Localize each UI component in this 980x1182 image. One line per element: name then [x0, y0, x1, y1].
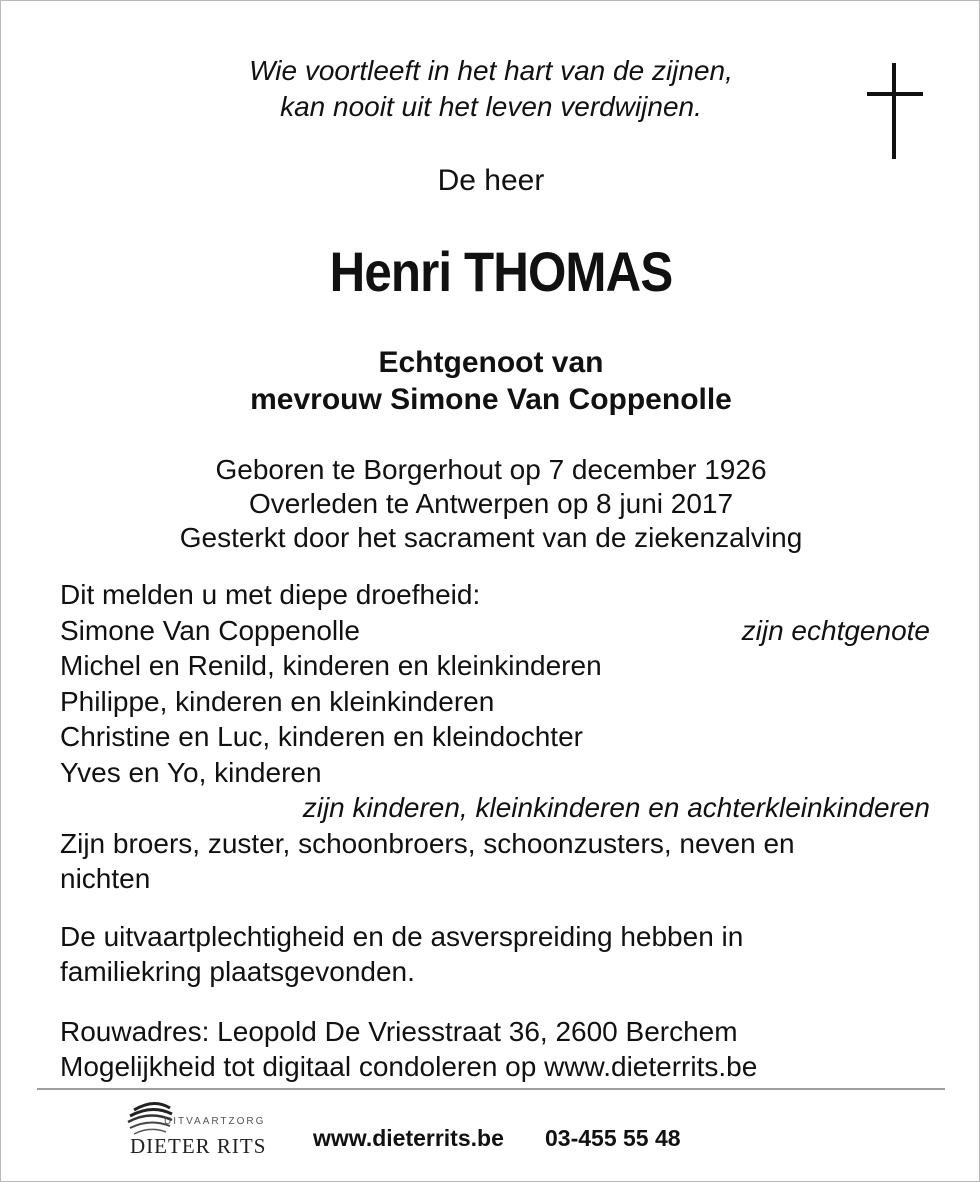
funeral-home-logo: [116, 1098, 291, 1168]
opening-quote: [1, 53, 980, 125]
mourners-intro: Dit melden u met diepe droefheid:: [60, 579, 481, 610]
life-dates: [1, 453, 980, 555]
footer: [1, 1093, 980, 1181]
logo-subtitle: UITVAARTZORG: [164, 1116, 266, 1127]
mourner-wife-row: [60, 613, 930, 649]
honorific: De heer: [437, 164, 545, 197]
spouse-block: [1, 344, 980, 418]
ceremony-notice: [60, 919, 930, 989]
family-line-1: Zijn broers, zuster, schoonbroers, schoonzusters, neven en: [60, 827, 795, 859]
wife-role: zijn echtgenote: [741, 614, 930, 646]
footer-divider: [37, 1088, 945, 1090]
ceremony-line-2: familiekring plaatsgevonden.: [60, 956, 415, 987]
condolence-line: Mogelijkheid tot digitaal condoleren op www.dieterrits.be: [60, 1051, 758, 1082]
sacrament-line: Gesterkt door het sacrament van de ziekenzalving: [179, 522, 803, 553]
family-line-2: nichten: [60, 863, 151, 894]
birth-line: Geboren te Borgerhout op 7 december 1926: [215, 454, 767, 485]
quote-line-1: Wie voortleeft in het hart van de zijnen,: [249, 55, 733, 86]
mourner-child-2: Philippe, kinderen en kleinkinderen: [60, 685, 495, 717]
mourner-child-3: Christine en Luc, kinderen en kleindochter: [60, 721, 583, 752]
ceremony-line-1: De uitvaartplechtigheid en de asverspreiding hebben in: [60, 921, 744, 952]
footer-website-link[interactable]: www.dieterrits.be: [313, 1125, 504, 1151]
address-block: [60, 1014, 960, 1084]
children-role: zijn kinderen, kleinkinderen en achterkleinkinderen: [302, 792, 930, 823]
quote-line-2: kan nooit uit het leven verdwijnen.: [280, 91, 702, 122]
footer-phone: 03-455 55 48: [545, 1125, 681, 1151]
spouse-line-1: Echtgenoot van: [378, 346, 604, 379]
mourners-list: [60, 577, 930, 897]
cross-icon: [867, 63, 923, 159]
death-line: Overleden te Antwerpen op 8 juni 2017: [248, 488, 734, 519]
deceased-name: Henri THOMAS: [329, 240, 673, 303]
spouse-line-2: mevrouw Simone Van Coppenolle: [250, 383, 732, 416]
mourner-child-4: Yves en Yo, kinderen: [60, 756, 322, 788]
mourner-child-1: Michel en Renild, kinderen en kleinkinderen: [60, 650, 602, 681]
logo-title: DIETER RITS: [130, 1134, 267, 1158]
wife-name: Simone Van Coppenolle: [60, 614, 360, 646]
address-line: Rouwadres: Leopold De Vriesstraat 36, 2600 Berchem: [60, 1016, 738, 1047]
